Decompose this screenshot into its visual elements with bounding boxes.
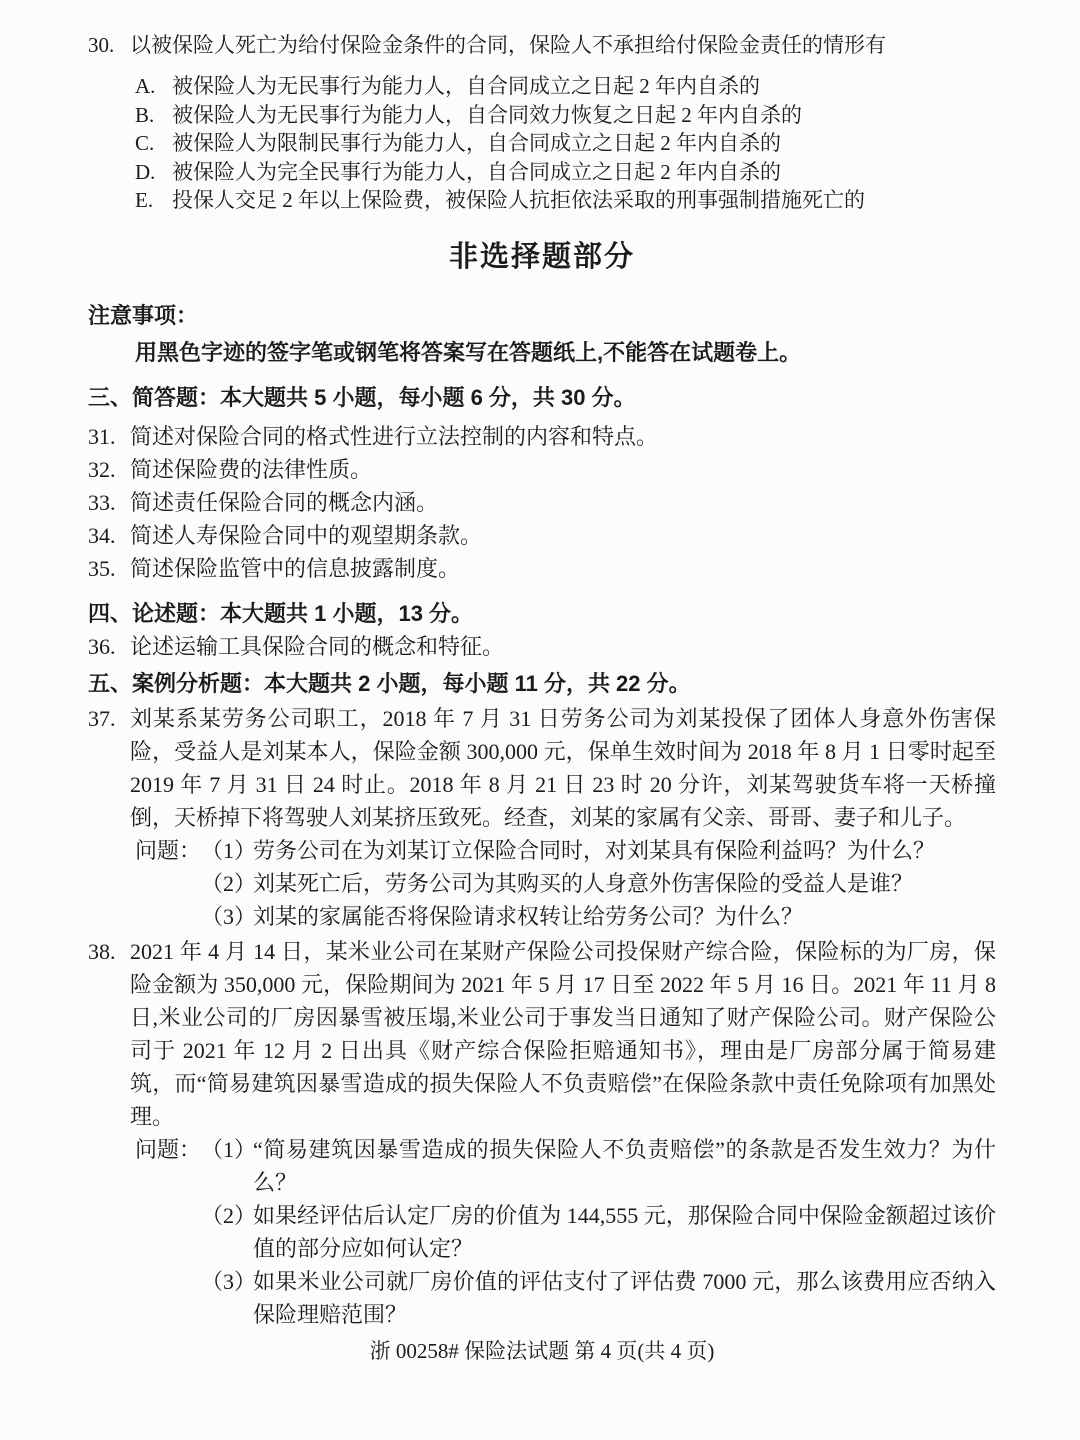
option-d	[88, 158, 996, 187]
sub-question-2	[201, 1199, 996, 1265]
question-32	[88, 453, 996, 486]
question-30	[88, 30, 996, 215]
option-label: C.	[135, 131, 155, 155]
question-number: 30.	[88, 33, 115, 57]
case-body: 2021 年 4 月 14 日，某米业公司在某财产保险公司投保财产综合险，保险标的为厂房，保险金额为 350,000 元，保险期间为 2021 年 5 月 17 日至 2022 年 5 月 16 日。2021 年 11 月 8 日,米业公司的厂房因暴雪被压塌,米业公司于事发当日通知了财产保险公司。财产保险公司于 2021 年 12 月 2 日出具《财产综合保险拒赔通知书》，理由是厂房部分属于简易建筑，而“简易建筑因暴雪造成的损失保险人不负责赔偿”在保险条款中责任免除项有加黑处理。	[130, 938, 996, 1129]
question-text: 简述人寿保险合同中的观望期条款。	[130, 522, 483, 548]
question-number: 31.	[88, 423, 116, 449]
question-35	[88, 552, 996, 585]
question-34	[88, 519, 996, 552]
sub-question-label: （2）	[201, 870, 257, 896]
page-footer: 浙 00258# 保险法试题 第 4 页(共 4 页)	[369, 1338, 715, 1363]
sub-question-label: （1）	[201, 1136, 257, 1162]
notice-title: 注意事项：	[88, 302, 199, 328]
sub-question-label: （1）	[201, 837, 257, 863]
question-number: 38.	[88, 938, 116, 964]
question-37	[88, 702, 996, 834]
sub-question-1	[201, 834, 996, 867]
option-c	[88, 129, 996, 158]
option-text: 被保险人为无民事行为能力人，自合同效力恢复之日起 2 年内自杀的	[172, 102, 802, 127]
problems-label: 问题：	[135, 837, 202, 863]
option-text: 被保险人为无民事行为能力人，自合同成立之日起 2 年内自杀的	[172, 74, 760, 98]
question-stem: 以被保险人死亡为给付保险金条件的合同，保险人不承担给付保险金责任的情形有	[130, 33, 886, 57]
sub-question-label: （3）	[201, 1268, 257, 1294]
sub-question-text: 刘某的家属能否将保险请求权转让给劳务公司？为什么？	[253, 903, 804, 929]
notice-body: 用黑色字迹的签字笔或钢笔将答案写在答题纸上,不能答在试题卷上。	[135, 339, 802, 365]
question-31	[88, 420, 996, 453]
question-number: 37.	[88, 705, 116, 731]
sub-question-text: 劳务公司在为刘某订立保险合同时，对刘某具有保险利益吗？为什么？	[253, 837, 936, 863]
option-e	[88, 186, 996, 215]
section-title-non-choice: 非选择题部分	[448, 240, 635, 273]
section-heading-short-answer: 三、简答题：本大题共 5 小题，每小题 6 分，共 30 分。	[88, 384, 636, 410]
sub-question-2	[201, 867, 996, 900]
question-36	[88, 630, 996, 663]
sub-question-3	[201, 900, 996, 933]
option-text: 投保人交足 2 年以上保险费，被保险人抗拒依法采取的刑事强制措施死亡的	[172, 188, 865, 212]
option-b	[88, 101, 996, 130]
option-text: 被保险人为限制民事行为能力人，自合同成立之日起 2 年内自杀的	[172, 131, 781, 155]
sub-question-text: “简易建筑因暴雪造成的损失保险人不负责赔偿”的条款是否发生效力？为什么？	[253, 1136, 996, 1195]
option-label: B.	[135, 102, 155, 127]
sub-question-text: 刘某死亡后，劳务公司为其购买的人身意外伤害保险的受益人是谁？	[253, 870, 914, 896]
option-label: E.	[135, 188, 154, 212]
question-33	[88, 486, 996, 519]
question-number: 32.	[88, 456, 116, 482]
question-text: 简述对保险合同的格式性进行立法控制的内容和特点。	[130, 423, 659, 449]
question-text: 简述保险监管中的信息披露制度。	[130, 555, 461, 581]
question-30-options	[88, 72, 996, 215]
option-label: A.	[135, 74, 156, 98]
option-text: 被保险人为完全民事行为能力人，自合同成立之日起 2 年内自杀的	[172, 159, 781, 184]
short-answer-items	[88, 420, 996, 585]
question-38	[88, 935, 996, 1133]
sub-question-label: （2）	[201, 1202, 257, 1228]
question-number: 33.	[88, 489, 116, 515]
sub-question-text: 如果米业公司就厂房价值的评估支付了评估费 7000 元，那么该费用应否纳入保险理赔范围？	[253, 1268, 996, 1327]
question-text: 论述运输工具保险合同的概念和特征。	[130, 633, 505, 659]
question-text: 简述责任保险合同的概念内涵。	[130, 489, 439, 515]
question-38-problems	[88, 1133, 996, 1331]
section-heading-case-analysis: 五、案例分析题：本大题共 2 小题，每小题 11 分，共 22 分。	[88, 670, 691, 696]
option-a	[88, 72, 996, 101]
sub-question-1	[201, 1133, 996, 1199]
sub-question-3	[201, 1265, 996, 1331]
question-number: 34.	[88, 522, 116, 548]
option-label: D.	[135, 159, 156, 184]
sub-question-text: 如果经评估后认定厂房的价值为 144,555 元，那保险合同中保险金额超过该价值的部分应如何认定？	[253, 1202, 996, 1261]
question-text: 简述保险费的法律性质。	[130, 456, 373, 482]
sub-question-label: （3）	[201, 903, 257, 929]
problems-label: 问题：	[135, 1136, 202, 1162]
question-number: 36.	[88, 633, 116, 659]
case-body: 刘某系某劳务公司职工，2018 年 7 月 31 日劳务公司为刘某投保了团体人身意外伤害保险，受益人是刘某本人，保险金额 300,000 元，保单生效时间为 2018 年 8 月 1 日零时起至 2019 年 7 月 31 日 24 时止。2018 年 8 月 21 日 23 时 20 分许，刘某驾驶货车将一天桥撞倒，天桥掉下将驾驶人刘某挤压致死。经查，刘某的家属有父亲、哥哥、妻子和儿子。	[130, 705, 996, 830]
question-37-problems	[88, 834, 996, 933]
section-heading-essay: 四、论述题：本大题共 1 小题，13 分。	[88, 600, 474, 626]
question-number: 35.	[88, 555, 116, 581]
